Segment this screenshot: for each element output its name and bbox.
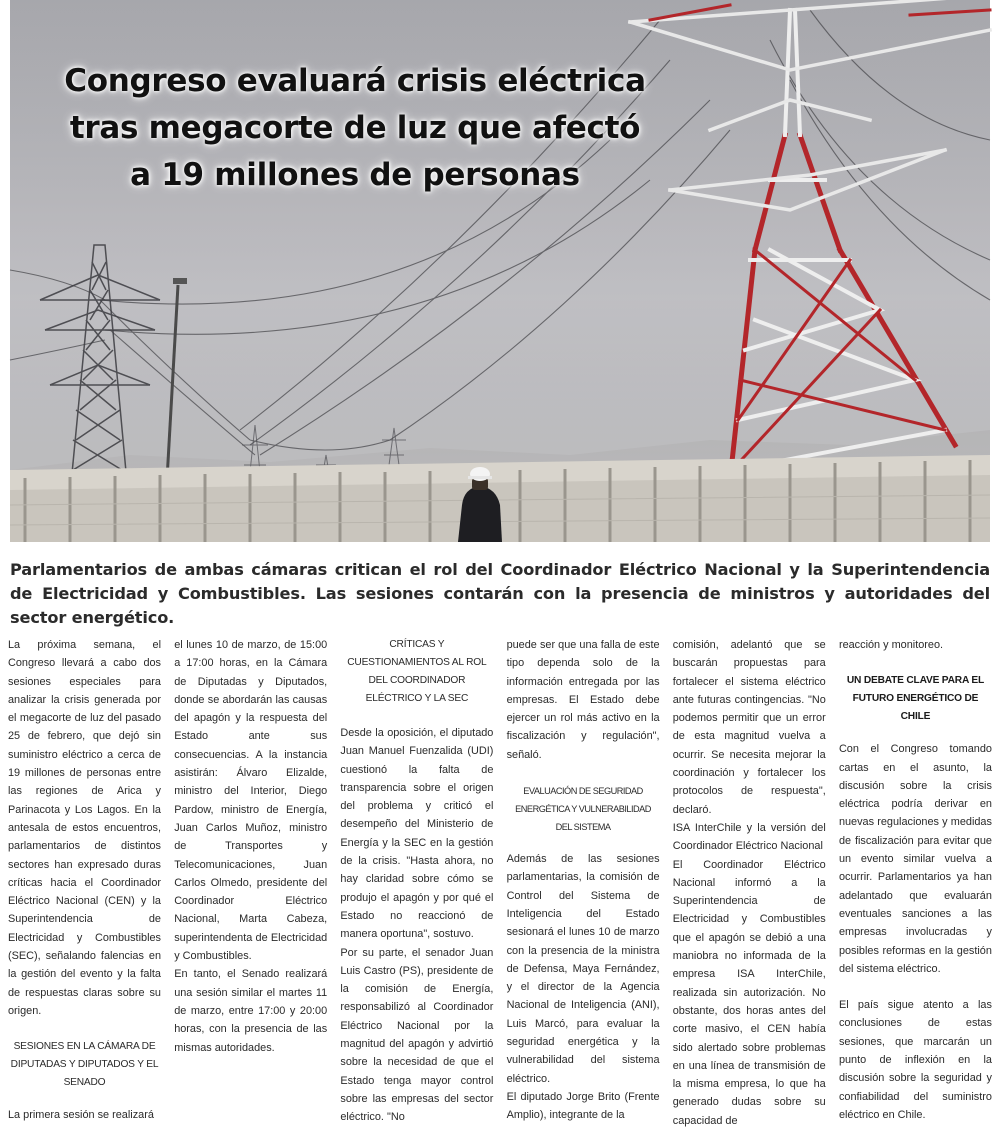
col6-paragraph-1: reacción y monitoreo.	[838, 639, 944, 651]
headline-line-1: Congreso evaluará crisis eléctrica	[64, 63, 646, 99]
col6-paragraph-2: Con el Congreso tomando cartas en el asunto, la discusión sobre la crisis eléctrica podría derivar en nuevas regulaciones y medidas de fiscalización para evitar que un evento similar vuelva a ocurrir. Parlamentarios ya han adelantado que evaluarán eventuales sanciones a las empresas involucradas y posibles reformas en la gestión del sistema eléctrico.	[838, 743, 992, 975]
col2-paragraph-2: En tanto, el Senado realizará una sesión similar el martes 11 de marzo, entre 17:00 y 20:00 horas, con la presencia de las mismas autoridades.	[174, 968, 328, 1054]
headline	[40, 58, 670, 199]
article-body	[8, 636, 992, 1127]
column-3	[340, 636, 494, 1124]
col5-paragraph-2: ISA InterChile y la versión del Coordinador Eléctrico Nacional	[672, 821, 826, 853]
col1-paragraph-1: La próxima semana, el Congreso llevará a cabo dos sesiones especiales para analizar la crisis generada por el megacorte de luz del pasado 25 de febrero, que dejó sin suministro eléctrico a cerca de 19 millones de personas entre las regiones de Arica y Parinacota y Los Lagos. En la antesala de estos encuentros, parlamentarios de distintos sectores han expresado duras críticas hacia el Coordinador Eléctrico Nacional (CEN) y la Superintendencia de Electricidad y Combustibles (SEC), señalando falencias en la gestión del evento y la falta de respuestas claras sobre su origen.	[8, 639, 161, 1017]
column-1	[8, 636, 161, 1122]
col3-paragraph-2: Por su parte, el senador Juan Luis Castro (PS), presidente de la comisión de Energía, responsabilizó al Coordinador Eléctrico Nacional por la magnitud del apagón y advirtió sobre la necesidad de que el Estado tenga mayor control sobre las empresas del sector eléctrico. "No	[340, 946, 494, 1124]
subheading-sesiones: SESIONES EN LA CÁMARA DE DIPUTADAS Y DIPUTADOS Y EL SENADO	[10, 1041, 159, 1089]
col4-paragraph-3: El diputado Jorge Brito (Frente Amplio), integrante de la	[506, 1090, 660, 1122]
subheading-debate: UN DEBATE CLAVE PARA EL FUTURO ENERGÉTICO DE CHILE	[846, 675, 984, 723]
lead-paragraph: Parlamentarios de ambas cámaras critican el rol del Coordinador Eléctrico Nacional y la Superintendencia de Electricidad y Combustibles. Las sesiones contarán con la presencia de ministros y autoridades del sector energético.	[10, 560, 990, 627]
column-4	[506, 636, 660, 1122]
headline-line-2: tras megacorte de luz que afectó	[69, 110, 641, 146]
col2-paragraph-1: el lunes 10 de marzo, de 15:00 a 17:00 horas, en la Cámara de Diputadas y Diputados, donde se abordarán las causas del apagón y la respuesta del Estado ante sus consecuencias. A la instancia asistirán: Álvaro Elizalde, ministro del Interior, Diego Pardow, ministro de Energía, Juan Carlos Muñoz, ministro de Transportes y Telecomunicaciones, Juan Carlos Olmedo, presidente del Coordinador Eléctrico Nacional, Marta Cabeza, superintendenta de Electricidad y Combustibles.	[174, 639, 328, 963]
col4-paragraph-1: puede ser que una falla de este tipo dependa solo de la información entregada por las empresas. El Estado debe ejercer un rol más activo en la fiscalización y regulación", señaló.	[506, 639, 660, 761]
col6-paragraph-3: El país sigue atento a las conclusiones de estas sesiones, que marcarán un punto de inflexión en la discusión sobre la seguridad y confiabilidad del suministro eléctrico en Chile.	[838, 999, 992, 1121]
column-6	[838, 636, 992, 1121]
hero-photo	[10, 0, 990, 542]
col4-paragraph-2: Además de las sesiones parlamentarias, la comisión de Control del Sistema de Inteligencia del Estado sesionará el lunes 10 de marzo con la presencia de la ministra de Defensa, Maya Fernández, y el director de la Agencia Nacional de Inteligencia (ANI), Luis Marcó, para evaluar la seguridad energética y la vulnerabilidad del sistema eléctrico.	[506, 853, 660, 1085]
column-2	[174, 636, 327, 1075]
col5-paragraph-1: comisión, adelantó que se buscarán propuestas para fortalecer el sistema eléctrico ante futuras contingencias. "No podemos permitir que un error de esta magnitud vuelva a ocurrir. Se necesita mejorar la coordinación y fortalecer los protocolos de respuesta", declaró.	[672, 639, 826, 816]
col5-paragraph-3: El Coordinador Eléctrico Nacional informó a la Superintendencia de Electricidad y Combustibles que el apagón se debió a una maniobra no informada de la empresa ISA InterChile, realizada sin autorización. No obstante, dos horas antes del corte masivo, el CEN había sido alertado sobre problemas en una línea de transmisión de la misma empresa, lo que ha generado dudas sobre su capacidad de	[672, 858, 826, 1127]
column-5	[672, 636, 826, 1127]
col1-paragraph-2: La primera sesión se realizará	[8, 1109, 154, 1122]
subheading-evaluacion: EVALUACIÓN DE SEGURIDAD ENERGÉTICA Y VULNERABILIDAD DEL SISTEMA	[515, 786, 651, 833]
subheading-criticas: CRÍTICAS Y CUESTIONAMIENTOS AL ROL DEL COORDINADOR ELÉCTRICO Y LA SEC	[347, 639, 487, 704]
headline-line-3: a 19 millones de personas	[130, 157, 580, 193]
col3-paragraph-1: Desde la oposición, el diputado Juan Manuel Fuenzalida (UDI) cuestionó la falta de transparencia sobre el origen del problema y criticó el desempeño del Ministerio de Energía y la SEC en la gestión de la crisis. "Hasta ahora, no hay claridad sobre cómo se produjo el apagón y por qué el Estado no reaccionó de manera oportuna", sostuvo.	[340, 727, 494, 941]
